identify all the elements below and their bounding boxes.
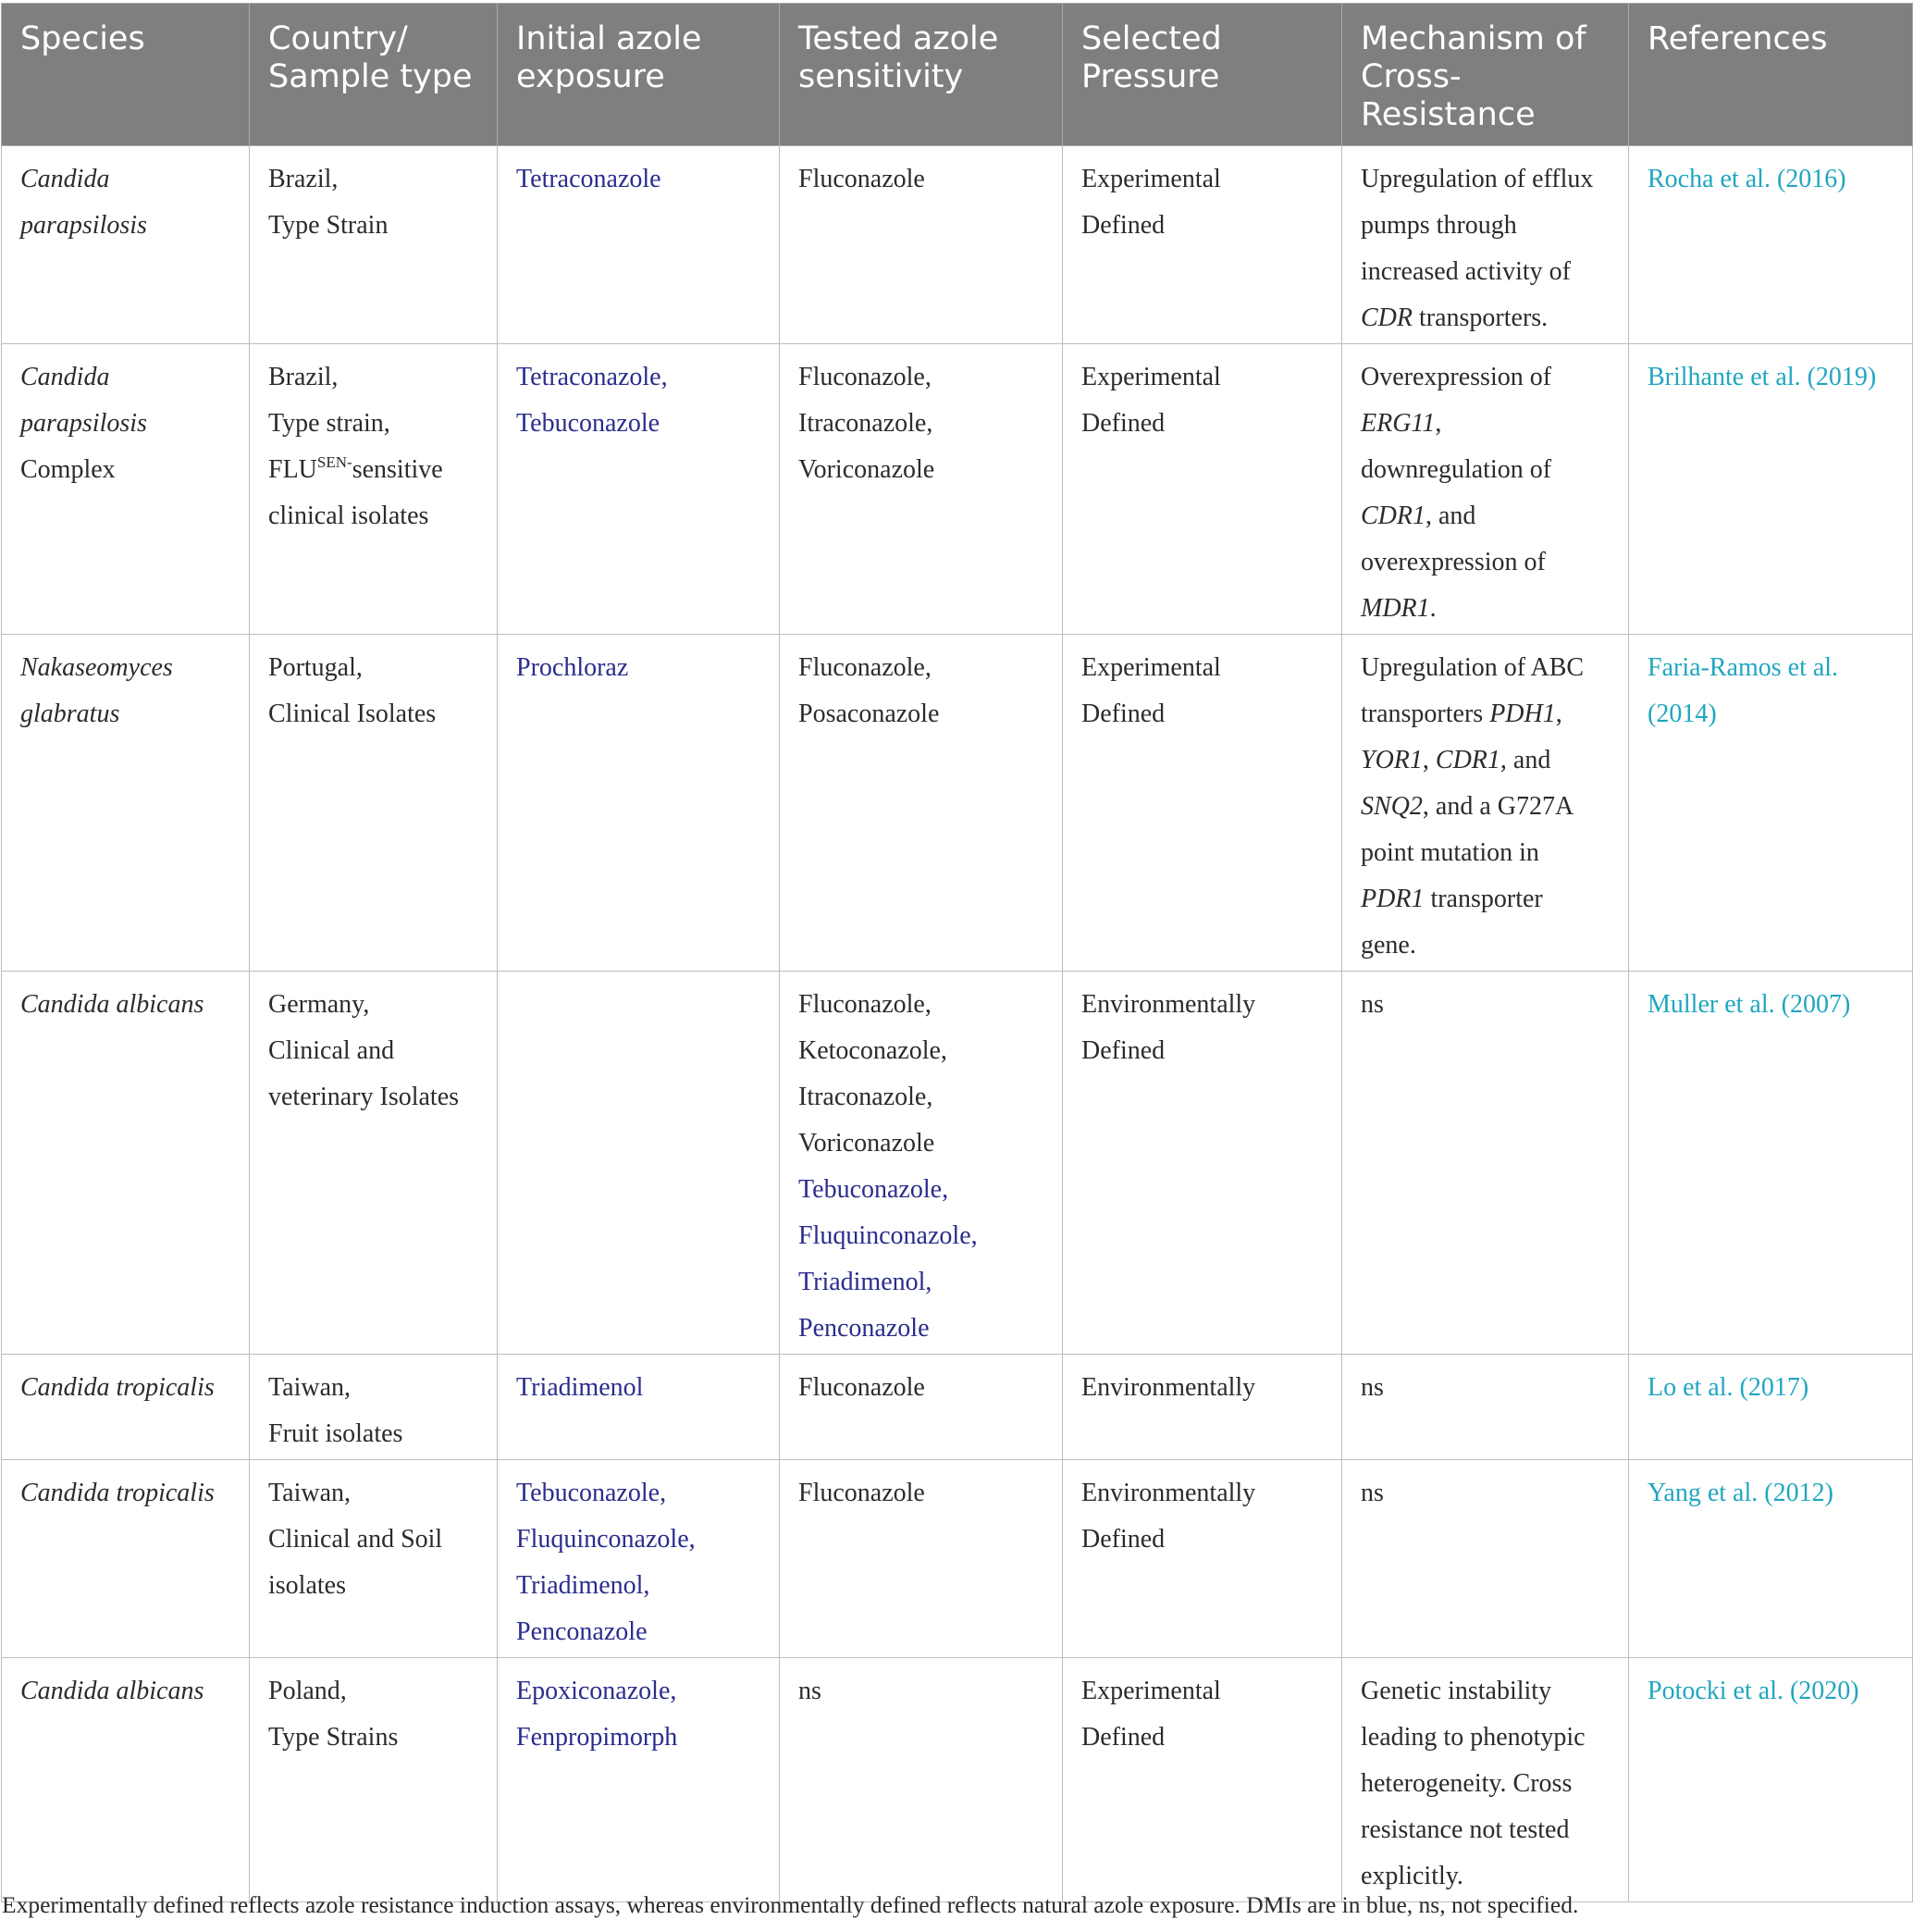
- species-name-line: Candida tropicalis: [20, 1479, 215, 1507]
- azole-name: ns: [798, 1677, 821, 1705]
- cell-initial-exposure: [498, 1460, 780, 1658]
- mechanism-line: ns: [1361, 1373, 1384, 1402]
- cell-country-sample: [250, 344, 498, 635]
- azole-name: Fluconazole,: [798, 990, 932, 1019]
- gene-name: SNQ2: [1361, 792, 1423, 821]
- cell-mechanism: [1342, 344, 1629, 635]
- cell-selected-pressure: [1063, 1460, 1342, 1658]
- azole-name: Voriconazole: [798, 1129, 935, 1158]
- cell-reference: [1629, 1460, 1913, 1658]
- header-label-line: Country/: [268, 20, 408, 57]
- cell-reference: [1629, 1658, 1913, 1902]
- cell-reference: [1629, 146, 1913, 344]
- cell-mechanism: [1342, 972, 1629, 1355]
- cell-initial-exposure: [498, 972, 780, 1355]
- country-line: isolates: [268, 1571, 346, 1600]
- azole-name: Penconazole: [516, 1617, 648, 1646]
- species-name-line: Candida: [20, 363, 110, 391]
- cell-selected-pressure: [1063, 635, 1342, 972]
- mechanism-line: ns: [1361, 1479, 1384, 1507]
- azole-name: Penconazole: [798, 1314, 930, 1343]
- cell-initial-exposure: [498, 1658, 780, 1902]
- gene-name: CDR1: [1361, 502, 1425, 530]
- cell-mechanism: [1342, 1355, 1629, 1460]
- gene-name: ERG11: [1361, 409, 1436, 438]
- azole-name: Triadimenol,: [516, 1571, 650, 1600]
- mechanism-line: ns: [1361, 990, 1384, 1019]
- azole-name: Itraconazole,: [798, 409, 933, 438]
- header-label-line: exposure: [516, 58, 665, 95]
- header-row: [2, 4, 1913, 146]
- header-label-line: sensitivity: [798, 58, 964, 95]
- azole-name: Prochloraz: [516, 653, 629, 682]
- cell-tested-sensitivity: [780, 1355, 1063, 1460]
- azole-name: Triadimenol,: [798, 1268, 932, 1296]
- azole-name: Tebuconazole,: [798, 1175, 949, 1204]
- cell-species: [2, 1658, 250, 1902]
- azole-name: Triadimenol: [516, 1373, 644, 1402]
- mechanism-line: transporters PDH1,: [1361, 700, 1562, 728]
- header-label-line: Pressure: [1081, 58, 1220, 95]
- column-header-country: [250, 4, 498, 146]
- mechanism-line: Overexpression of: [1361, 363, 1552, 391]
- pressure-line: Defined: [1081, 409, 1166, 438]
- table-row: [2, 1460, 1913, 1658]
- species-name-line: Candida: [20, 165, 110, 193]
- mechanism-line: overexpression of: [1361, 548, 1546, 576]
- cell-country-sample: [250, 635, 498, 972]
- azole-name: Ketoconazole,: [798, 1036, 947, 1065]
- country-line: Type Strain: [268, 211, 389, 240]
- species-name-line: glabratus: [20, 700, 120, 728]
- mechanism-line: pumps through: [1361, 211, 1517, 240]
- cell-country-sample: [250, 146, 498, 344]
- header-label-line: Initial azole: [516, 20, 702, 57]
- mechanism-line: increased activity of: [1361, 257, 1572, 286]
- cell-species: [2, 1460, 250, 1658]
- cell-mechanism: [1342, 635, 1629, 972]
- header-label-line: References: [1648, 20, 1828, 57]
- country-line: Poland,: [268, 1677, 347, 1705]
- azole-name: Epoxiconazole,: [516, 1677, 677, 1705]
- country-line: Clinical and Soil: [268, 1525, 443, 1554]
- azole-name: Fluquinconazole,: [798, 1221, 978, 1250]
- mechanism-line: downregulation of: [1361, 455, 1552, 484]
- cell-selected-pressure: [1063, 344, 1342, 635]
- pressure-line: Defined: [1081, 700, 1166, 728]
- reference-link[interactable]: Muller et al. (2007): [1648, 990, 1851, 1019]
- cell-selected-pressure: [1063, 972, 1342, 1355]
- cell-initial-exposure: [498, 146, 780, 344]
- pressure-line: Environmentally: [1081, 1479, 1256, 1507]
- country-line: Type strain,: [268, 409, 390, 438]
- cross-resistance-table: [1, 3, 1913, 1902]
- pressure-line: Environmentally: [1081, 990, 1256, 1019]
- gene-name: PDH1: [1489, 700, 1556, 728]
- reference-link[interactable]: Potocki et al. (2020): [1648, 1677, 1859, 1705]
- pressure-line: Defined: [1081, 211, 1166, 240]
- species-name-line: Nakaseomyces: [20, 653, 173, 682]
- table-footnote: Experimentally defined reflects azole resistance induction assays, whereas environmentally defined reflects natural azole exposure. DMIs are in blue, ns, not specified.: [2, 1891, 1579, 1918]
- column-header-mechanism: [1342, 4, 1629, 146]
- pressure-line: Experimental: [1081, 165, 1221, 193]
- country-line: Clinical and: [268, 1036, 395, 1065]
- cell-selected-pressure: [1063, 1658, 1342, 1902]
- table-row: [2, 635, 1913, 972]
- mechanism-line: CDR1, and: [1361, 502, 1476, 530]
- azole-name: Fluquinconazole,: [516, 1525, 696, 1554]
- cell-mechanism: [1342, 1460, 1629, 1658]
- header-label-line: Selected: [1081, 20, 1222, 57]
- header-label-line: Mechanism of: [1361, 20, 1586, 57]
- country-line: Clinical Isolates: [268, 700, 437, 728]
- cell-reference: [1629, 972, 1913, 1355]
- azole-name: Itraconazole,: [798, 1083, 933, 1111]
- country-line: Taiwan,: [268, 1373, 352, 1402]
- table-row: [2, 1658, 1913, 1902]
- species-name-line: Candida tropicalis: [20, 1373, 215, 1402]
- cell-mechanism: [1342, 1658, 1629, 1902]
- mechanism-line: heterogeneity. Cross: [1361, 1769, 1573, 1798]
- column-header-species: [2, 4, 250, 146]
- mechanism-line: SNQ2, and a G727A: [1361, 792, 1574, 821]
- table-body: [2, 146, 1913, 1902]
- cell-mechanism: [1342, 146, 1629, 344]
- pressure-line: Experimental: [1081, 1677, 1221, 1705]
- mechanism-line: gene.: [1361, 931, 1416, 960]
- pressure-line: Experimental: [1081, 363, 1221, 391]
- gene-name: CDR1: [1435, 746, 1500, 774]
- mechanism-line: explicitly.: [1361, 1862, 1463, 1890]
- mechanism-line: leading to phenotypic: [1361, 1723, 1586, 1752]
- country-line: Taiwan,: [268, 1479, 352, 1507]
- country-line: Type Strains: [268, 1723, 399, 1752]
- country-line: Fruit isolates: [268, 1419, 403, 1448]
- gene-name: PDR1: [1361, 885, 1425, 913]
- cell-tested-sensitivity: [780, 972, 1063, 1355]
- column-header-references: [1629, 4, 1913, 146]
- cell-reference: [1629, 635, 1913, 972]
- azole-name: Posaconazole: [798, 700, 940, 728]
- species-name-line: parapsilosis: [20, 211, 147, 240]
- cell-initial-exposure: [498, 1355, 780, 1460]
- mechanism-line: point mutation in: [1361, 838, 1539, 867]
- country-line: Germany,: [268, 990, 370, 1019]
- cell-tested-sensitivity: [780, 1460, 1063, 1658]
- species-name-line: Candida albicans: [20, 1677, 204, 1705]
- table-row: [2, 1355, 1913, 1460]
- gene-name: CDR: [1361, 303, 1413, 332]
- country-line: veterinary Isolates: [268, 1083, 460, 1111]
- reference-link[interactable]: Rocha et al. (2016): [1648, 165, 1846, 193]
- cell-species: [2, 344, 250, 635]
- country-line: Brazil,: [268, 165, 339, 193]
- species-name-line: parapsilosis: [20, 409, 147, 438]
- cell-tested-sensitivity: [780, 1658, 1063, 1902]
- country-line: clinical isolates: [268, 502, 429, 530]
- cell-country-sample: [250, 1355, 498, 1460]
- reference-link[interactable]: Brilhante et al. (2019): [1648, 363, 1877, 391]
- cell-species: [2, 972, 250, 1355]
- mechanism-line: YOR1, CDR1, and: [1361, 746, 1551, 774]
- mechanism-line: Upregulation of ABC: [1361, 653, 1585, 682]
- cell-tested-sensitivity: [780, 344, 1063, 635]
- azole-name: Voriconazole: [798, 455, 935, 484]
- cell-reference: [1629, 1355, 1913, 1460]
- azole-name: Fluconazole: [798, 1479, 925, 1507]
- cell-initial-exposure: [498, 344, 780, 635]
- column-header-tested-sensitivity: [780, 4, 1063, 146]
- header-label-line: Cross-: [1361, 58, 1462, 95]
- country-line: Portugal,: [268, 653, 363, 682]
- azole-name: Tetraconazole,: [516, 363, 668, 391]
- reference-link[interactable]: Yang et al. (2012): [1648, 1479, 1833, 1507]
- country-line: Brazil,: [268, 363, 339, 391]
- azole-name: Tetraconazole: [516, 165, 661, 193]
- table-row: [2, 146, 1913, 344]
- gene-name: YOR1: [1361, 746, 1423, 774]
- column-header-initial-exposure: [498, 4, 780, 146]
- header-label-line: Resistance: [1361, 96, 1536, 133]
- azole-name: Fenpropimorph: [516, 1723, 678, 1752]
- cell-selected-pressure: [1063, 1355, 1342, 1460]
- pressure-line: Experimental: [1081, 653, 1221, 682]
- azole-name: Fluconazole: [798, 1373, 925, 1402]
- cell-country-sample: [250, 1658, 498, 1902]
- azole-name: Fluconazole,: [798, 653, 932, 682]
- species-name-line: Candida albicans: [20, 990, 204, 1019]
- cell-country-sample: [250, 972, 498, 1355]
- azole-name: Fluconazole,: [798, 363, 932, 391]
- table-row: [2, 972, 1913, 1355]
- cell-reference: [1629, 344, 1913, 635]
- header-label-line: Species: [20, 20, 145, 57]
- azole-name: Fluconazole: [798, 165, 925, 193]
- cell-species: [2, 1355, 250, 1460]
- cell-initial-exposure: [498, 635, 780, 972]
- cell-tested-sensitivity: [780, 146, 1063, 344]
- header-label-line: Tested azole: [798, 20, 999, 57]
- header-label-line: Sample type: [268, 58, 473, 95]
- mechanism-line: ERG11,: [1361, 409, 1442, 438]
- cell-selected-pressure: [1063, 146, 1342, 344]
- reference-link[interactable]: Faria-Ramos et al.: [1648, 653, 1839, 682]
- mechanism-line: MDR1.: [1361, 594, 1437, 623]
- mechanism-line: Upregulation of efflux: [1361, 165, 1594, 193]
- mechanism-line: PDR1 transporter: [1361, 885, 1543, 913]
- cell-country-sample: [250, 1460, 498, 1658]
- azole-name: Tebuconazole: [516, 409, 660, 438]
- superscript: SEN-: [316, 453, 352, 471]
- azole-name: Tebuconazole,: [516, 1479, 667, 1507]
- cell-species: [2, 635, 250, 972]
- pressure-line: Environmentally: [1081, 1373, 1256, 1402]
- pressure-line: Defined: [1081, 1723, 1166, 1752]
- mechanism-line: Genetic instability: [1361, 1677, 1552, 1705]
- mechanism-line: resistance not tested: [1361, 1815, 1570, 1844]
- pressure-line: Defined: [1081, 1525, 1166, 1554]
- species-qualifier: Complex: [20, 455, 116, 484]
- reference-link[interactable]: (2014): [1648, 700, 1717, 728]
- cell-tested-sensitivity: [780, 635, 1063, 972]
- column-header-selected-pressure: [1063, 4, 1342, 146]
- pressure-line: Defined: [1081, 1036, 1166, 1065]
- reference-link[interactable]: Lo et al. (2017): [1648, 1373, 1809, 1402]
- country-line: $FLU^{SEN-}sensitive$: [268, 453, 443, 484]
- table-row: [2, 344, 1913, 635]
- cell-species: [2, 146, 250, 344]
- gene-name: MDR1: [1361, 594, 1430, 623]
- mechanism-line: CDR transporters.: [1361, 303, 1549, 332]
